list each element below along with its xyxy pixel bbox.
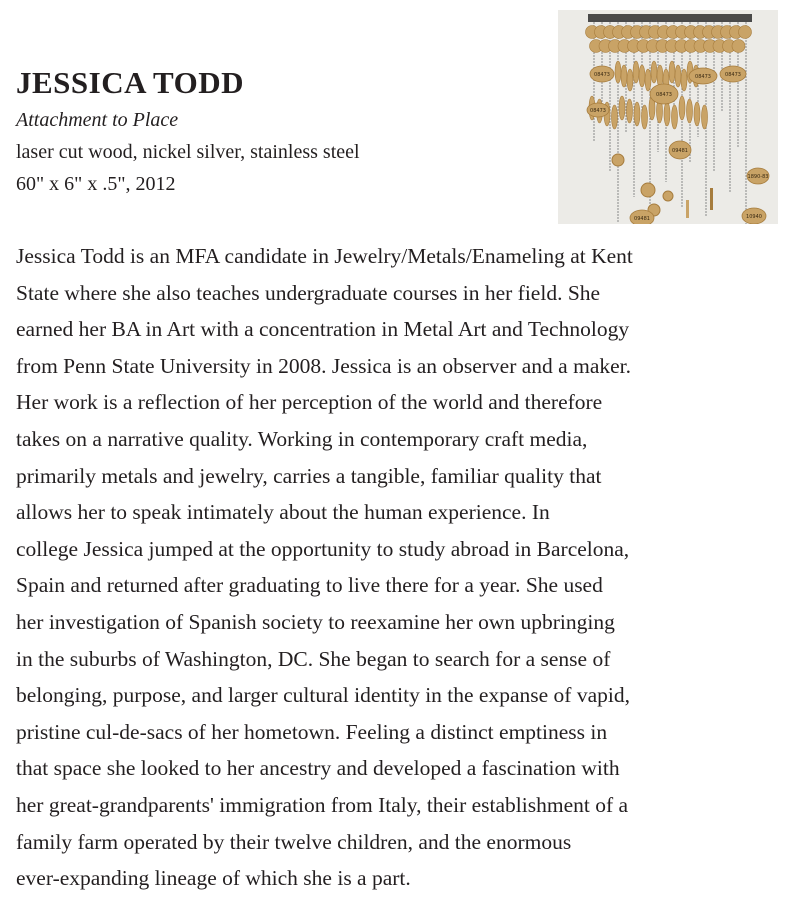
wood-disc-edge [694,102,700,126]
wood-tag-label: 1890-83 [747,174,769,180]
bio-line: ever-expanding lineage of which she is a part. [16,866,411,891]
work-title: Attachment to Place [16,109,179,131]
bio-line: pristine cul-de-sacs of her hometown. Feeling a distinct emptiness in [16,719,608,744]
wood-disc-edge [669,61,675,83]
wood-tag-label: 09481 [672,148,688,154]
wood-disc-edge [681,69,687,91]
wood-disc [739,26,752,39]
bio-line: her investigation of Spanish society to reexamine her own upbringing [16,609,615,634]
wood-tag-label: 08473 [590,108,606,114]
hanging-bar [588,14,752,22]
wood-disc [732,40,745,53]
bio-line: allows her to speak intimately about the human experience. In [16,500,550,525]
wood-tag-label: 08473 [725,72,741,78]
artist-name: JESSICA TODD [16,65,244,100]
wood-disc-edge [627,69,633,91]
bio-line: family farm operated by their twelve children, and the enormous [16,829,572,854]
wood-disc-edge [645,69,651,91]
bio-line: Spain and returned after graduating to live there for a year. She used [16,573,603,598]
wood-tag-label: 08473 [695,74,711,80]
bio-line: college Jessica jumped at the opportunity to study abroad in Barcelona, [16,536,630,561]
wood-disc-edge [664,102,670,126]
wood-disc-edge [612,105,618,129]
bio-line: in the suburbs of Washington, DC. She began to search for a sense of [16,646,611,671]
wood-disc-edge [672,105,678,129]
wood-disc-edge [633,61,639,83]
bio-line: Her work is a reflection of her perception of the world and therefore [16,390,603,415]
wood-disc [641,183,655,197]
bio-line: primarily metals and jewelry, carries a tangible, familiar quality that [16,463,602,488]
wood-disc-edge [687,99,693,123]
wood-tag-label: 08473 [594,72,610,78]
work-dimensions-year: 60" x 6" x .5", 2012 [16,173,176,195]
wood-disc [663,191,673,201]
bio-line: State where she also teaches undergraduate courses in her field. She [16,280,601,305]
work-materials: laser cut wood, nickel silver, stainless steel [16,141,360,163]
wood-disc-edge [639,65,645,87]
bio-line: her great-grandparents' immigration from Italy, their establishment of a [16,792,629,817]
artwork-photo [558,10,778,224]
wood-disc-edge [627,99,633,123]
wood-tag-label: 10940 [746,214,762,220]
wood-pin [710,188,713,210]
bio-line: takes on a narrative quality. Working in contemporary craft media, [16,426,588,451]
wood-disc-edge [634,102,640,126]
wood-disc-edge [619,96,625,120]
bio-line: from Penn State University in 2008. Jessica is an observer and a maker. [16,353,631,378]
wood-disc [612,154,624,166]
wood-disc-edge [615,61,621,83]
artist-bio [16,238,778,897]
bio-line: that space she looked to her ancestry and developed a fascination with [16,756,620,781]
bio-line: Jessica Todd is an MFA candidate in Jewelry/Metals/Enameling at Kent [16,244,633,268]
wood-disc-edge [621,65,627,87]
bio-line: belonging, purpose, and larger cultural identity in the expanse of vapid, [16,683,630,708]
wood-disc-edge [651,61,657,83]
artwork-caption [16,64,536,200]
wood-tag-label: 08473 [656,92,672,98]
bio-line: earned her BA in Art with a concentration in Metal Art and Technology [16,317,630,342]
wood-disc-edge [642,105,648,129]
wood-pin [686,200,689,218]
wood-disc-edge [675,65,681,87]
wood-disc-edge [679,96,685,120]
wood-tag-label: 09481 [634,216,650,222]
artwork-sculpture-illustration [558,10,778,224]
wood-disc-edge [702,105,708,129]
